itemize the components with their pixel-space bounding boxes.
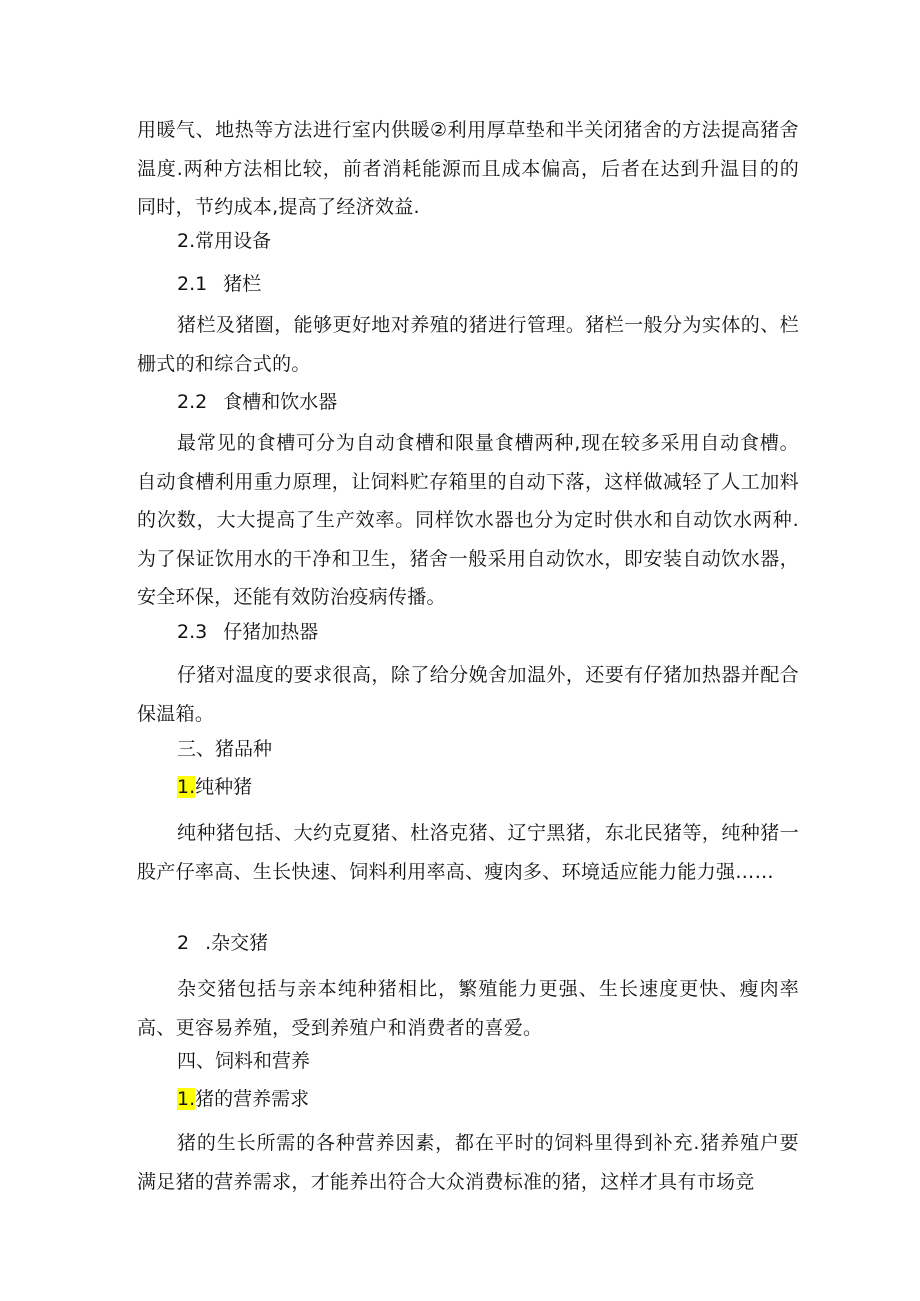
highlighted-number: 1. [177, 776, 196, 798]
heading-number: 2.2 [177, 391, 208, 413]
paragraph-hybrid-pigs: 杂交猪包括与亲本纯种猪相比，繁殖能力更强、生长速度更快、瘦肉率高、更容易养殖，受到养殖户和消费者的喜爱。 [137, 978, 799, 1039]
heading-feeder-waterer [177, 387, 337, 417]
heading-pig-pen [177, 269, 261, 299]
paragraph-heating-methods: 用暖气、地热等方法进行室内供暖②利用厚草垫和半关闭猪舍的方法提高猪舍温度.两种方法相比较，前者消耗能源而且成本偏高，后者在达到升温目的的同时，节约成本,提高了经济效益. [137, 119, 799, 219]
heading-pig-breeds: 三、猪品种 [177, 738, 273, 760]
paragraph-feeder-waterer: 最常见的食槽可分为自动食槽和限量食槽两种,现在较多采用自动食槽。自动食槽利用重力原理，让饲料贮存箱里的自动下落，这样做减轻了人工加料的次数，大大提高了生产效率。同样饮水器也分为定时供水和自动饮水两种.为了保证饮用水的干净和卫生，猪舍一般采用自动饮水，即安装自动饮水器，安全环保，还能有效防治疫病传播。 [137, 432, 799, 609]
heading-title: 猪栏 [223, 273, 262, 295]
paragraph-piglet-heater: 仔猪对温度的要求很高，除了给分娩舍加温外，还要有仔猪加热器并配合保温箱。 [137, 664, 799, 725]
heading-piglet-heater [177, 617, 318, 647]
heading-title: 食槽和饮水器 [223, 391, 338, 413]
heading-title: 猪的营养需求 [195, 1088, 310, 1110]
heading-nutrition-needs [177, 1084, 309, 1114]
paragraph-pig-pen: 猪栏及猪圈，能够更好地对养殖的猪进行管理。猪栏一般分为实体的、栏栅式的和综合式的。 [137, 314, 799, 375]
heading-number: 2.3 [177, 621, 208, 643]
paragraph-purebred-pigs: 纯种猪包括、大约克夏猪、杜洛克猪、辽宁黑猪，东北民猪等，纯种猪一股产仔率高、生长快速、饲料利用率高、瘦肉多、环境适应能力能力强…… [137, 822, 799, 883]
heading-title: 仔猪加热器 [223, 621, 319, 643]
paragraph-nutrition-needs: 猪的生长所需的各种营养因素，都在平时的饲料里得到补充.猪养殖户要满足猪的营养需求，才能养出符合大众消费标准的猪，这样才具有市场竞 [137, 1132, 799, 1193]
heading-number: 2.1 [177, 273, 208, 295]
heading-common-equipment: 2.常用设备 [177, 230, 272, 252]
highlighted-number: 1. [177, 1088, 196, 1110]
heading-title: 纯种猪 [195, 776, 253, 798]
heading-hybrid-pigs [177, 928, 268, 958]
heading-feed-nutrition: 四、饲料和营养 [177, 1050, 311, 1072]
heading-number: 2 [177, 932, 190, 954]
heading-title: .杂交猪 [205, 932, 269, 954]
heading-purebred-pigs [177, 772, 252, 802]
